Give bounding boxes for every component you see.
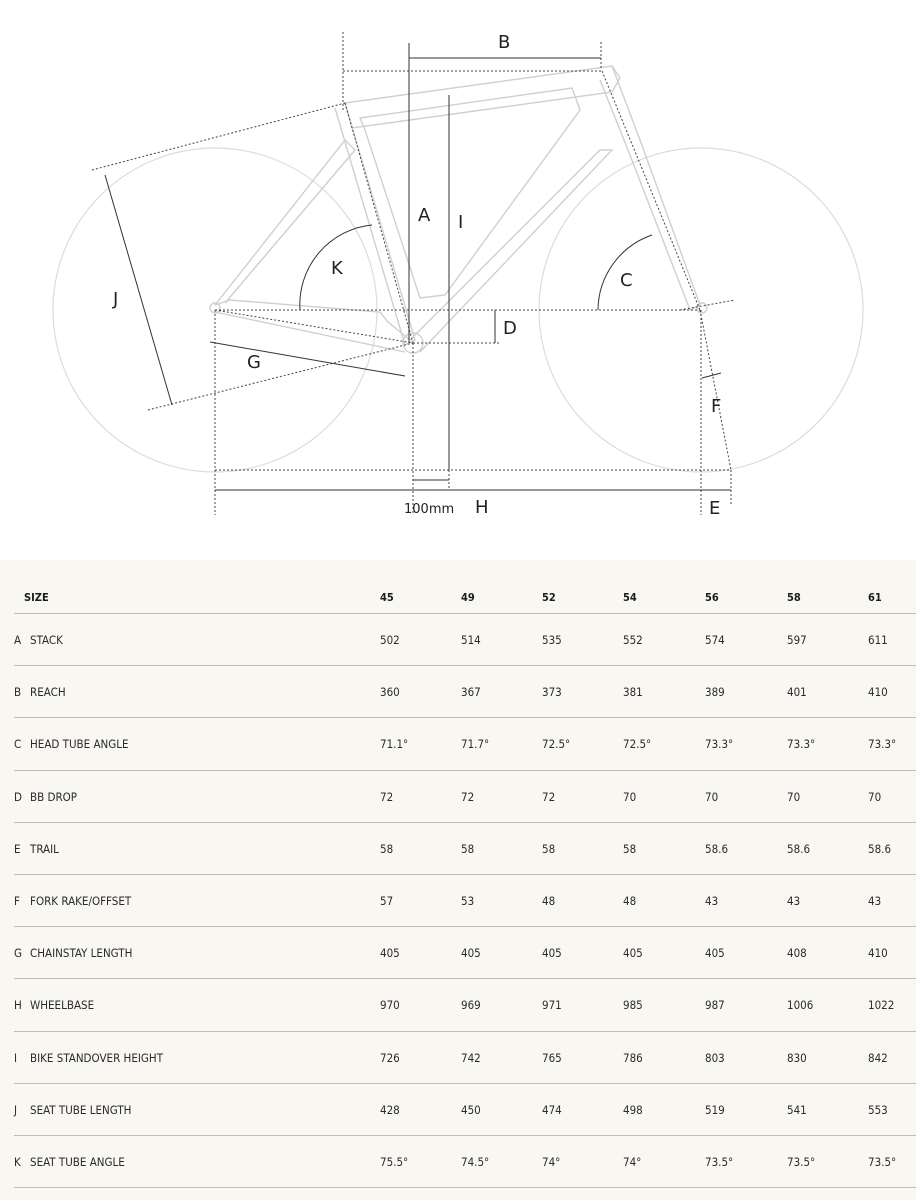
table-cell: 43 bbox=[868, 894, 882, 908]
table-cell: 726 bbox=[380, 1050, 400, 1065]
table-cell: 72 bbox=[461, 789, 475, 804]
row-label bbox=[14, 1136, 125, 1188]
table-cell: 552 bbox=[623, 633, 643, 647]
table-cell: 73.3° bbox=[868, 737, 897, 752]
label-h: H bbox=[475, 497, 489, 518]
label-d: D bbox=[503, 318, 517, 339]
table-cell: 73.5° bbox=[787, 1155, 816, 1169]
row-label-text: BB DROP bbox=[30, 789, 78, 804]
size-column-header: 61 bbox=[868, 590, 882, 604]
table-cell: 58 bbox=[380, 841, 394, 856]
table-cell: 405 bbox=[705, 946, 725, 961]
table-cell: 574 bbox=[705, 633, 725, 647]
row-letter: A bbox=[14, 633, 22, 647]
row-label bbox=[14, 771, 77, 823]
label-offset-100mm: 100mm bbox=[404, 502, 455, 517]
label-j: J bbox=[113, 289, 119, 310]
label-a: A bbox=[418, 205, 431, 226]
row-letter: D bbox=[14, 789, 22, 804]
row-label-text: SEAT TUBE LENGTH bbox=[30, 1102, 132, 1117]
table-cell: 72.5° bbox=[623, 737, 652, 752]
table-cell: 58.6 bbox=[787, 841, 811, 856]
table-cell: 71.1° bbox=[380, 737, 409, 752]
table-cell: 970 bbox=[380, 998, 400, 1013]
table-row bbox=[14, 822, 916, 875]
table-cell: 405 bbox=[623, 946, 643, 961]
table-cell: 373 bbox=[542, 685, 562, 700]
table-cell: 72 bbox=[380, 789, 394, 804]
size-column-header: 58 bbox=[787, 590, 801, 604]
table-cell: 360 bbox=[380, 685, 400, 700]
table-cell: 535 bbox=[542, 633, 562, 647]
table-cell: 71.7° bbox=[461, 737, 490, 752]
table-cell: 73.5° bbox=[868, 1155, 897, 1169]
table-cell: 74.5° bbox=[461, 1155, 490, 1169]
table-cell: 381 bbox=[623, 685, 643, 700]
row-label bbox=[14, 1032, 163, 1084]
table-row bbox=[14, 717, 916, 770]
geometry-table bbox=[0, 560, 916, 1200]
table-cell: 48 bbox=[542, 894, 556, 908]
table-cell: 43 bbox=[705, 894, 719, 908]
table-cell: 73.5° bbox=[705, 1155, 734, 1169]
table-cell: 367 bbox=[461, 685, 481, 700]
table-cell: 1006 bbox=[787, 998, 814, 1013]
table-cell: 58 bbox=[542, 841, 556, 856]
table-cell: 70 bbox=[787, 789, 801, 804]
row-letter: H bbox=[14, 998, 22, 1013]
table-bottom-border bbox=[14, 1187, 916, 1189]
row-letter: K bbox=[14, 1155, 21, 1169]
table-cell: 405 bbox=[380, 946, 400, 961]
row-label bbox=[14, 614, 63, 666]
table-header-row bbox=[14, 580, 916, 614]
table-cell: 450 bbox=[461, 1102, 481, 1117]
table-cell: 842 bbox=[868, 1050, 888, 1065]
row-label bbox=[14, 666, 66, 718]
label-c: C bbox=[620, 270, 633, 291]
dimension-lines bbox=[92, 32, 735, 515]
label-b: B bbox=[498, 32, 511, 53]
table-cell: 474 bbox=[542, 1102, 562, 1117]
table-cell: 971 bbox=[542, 998, 562, 1013]
table-cell: 803 bbox=[705, 1050, 725, 1065]
table-row bbox=[14, 770, 916, 823]
table-cell: 514 bbox=[461, 633, 481, 647]
table-row bbox=[14, 874, 916, 927]
table-cell: 410 bbox=[868, 685, 888, 700]
size-header: SIZE bbox=[24, 590, 49, 604]
row-letter: E bbox=[14, 841, 21, 856]
bike-frame-drawing bbox=[0, 0, 916, 560]
row-label bbox=[14, 927, 132, 979]
label-k: K bbox=[331, 258, 343, 279]
row-label-text: SEAT TUBE ANGLE bbox=[30, 1155, 125, 1169]
row-label-text: TRAIL bbox=[30, 841, 59, 856]
table-cell: 389 bbox=[705, 685, 725, 700]
table-cell: 48 bbox=[623, 894, 637, 908]
table-cell: 401 bbox=[787, 685, 807, 700]
table-cell: 408 bbox=[787, 946, 807, 961]
table-row bbox=[14, 1031, 916, 1084]
row-label bbox=[14, 1084, 131, 1136]
table-cell: 58 bbox=[461, 841, 475, 856]
table-cell: 502 bbox=[380, 633, 400, 647]
table-cell: 969 bbox=[461, 998, 481, 1013]
table-cell: 405 bbox=[542, 946, 562, 961]
row-label-text: CHAINSTAY LENGTH bbox=[30, 946, 133, 961]
table-cell: 70 bbox=[705, 789, 719, 804]
row-label-text: FORK RAKE/OFFSET bbox=[30, 894, 132, 908]
size-column-header: 54 bbox=[623, 590, 637, 604]
table-cell: 73.3° bbox=[787, 737, 816, 752]
row-label bbox=[14, 979, 94, 1031]
table-cell: 553 bbox=[868, 1102, 888, 1117]
row-letter: F bbox=[14, 894, 20, 908]
table-cell: 74° bbox=[623, 1155, 642, 1169]
size-column-header: 52 bbox=[542, 590, 556, 604]
table-cell: 58 bbox=[623, 841, 637, 856]
row-label bbox=[14, 823, 59, 875]
table-cell: 786 bbox=[623, 1050, 643, 1065]
row-letter: C bbox=[14, 737, 22, 752]
label-e: E bbox=[709, 498, 721, 519]
size-column-header: 56 bbox=[705, 590, 719, 604]
label-f: F bbox=[711, 396, 722, 417]
size-column-header: 45 bbox=[380, 590, 394, 604]
table-cell: 985 bbox=[623, 998, 643, 1013]
row-letter: I bbox=[14, 1050, 18, 1065]
row-letter: J bbox=[14, 1102, 18, 1117]
row-letter: B bbox=[14, 685, 22, 700]
table-row bbox=[14, 926, 916, 979]
row-label bbox=[14, 875, 131, 927]
table-cell: 73.3° bbox=[705, 737, 734, 752]
table-cell: 498 bbox=[623, 1102, 643, 1117]
row-label-text: HEAD TUBE ANGLE bbox=[30, 737, 129, 752]
table-cell: 70 bbox=[868, 789, 882, 804]
table-cell: 75.5° bbox=[380, 1155, 409, 1169]
row-letter: G bbox=[14, 946, 23, 961]
label-i: I bbox=[458, 212, 464, 233]
table-cell: 765 bbox=[542, 1050, 562, 1065]
table-cell: 74° bbox=[542, 1155, 561, 1169]
table-cell: 410 bbox=[868, 946, 888, 961]
table-cell: 72.5° bbox=[542, 737, 571, 752]
table-cell: 72 bbox=[542, 789, 556, 804]
table-row bbox=[14, 613, 916, 666]
geometry-diagram bbox=[0, 0, 916, 560]
table-cell: 541 bbox=[787, 1102, 807, 1117]
label-g: G bbox=[247, 352, 261, 373]
size-column-header: 49 bbox=[461, 590, 475, 604]
table-cell: 1022 bbox=[868, 998, 895, 1013]
table-cell: 57 bbox=[380, 894, 394, 908]
table-cell: 43 bbox=[787, 894, 801, 908]
row-label-text: STACK bbox=[30, 633, 63, 647]
table-row bbox=[14, 1135, 916, 1188]
table-cell: 70 bbox=[623, 789, 637, 804]
table-cell: 597 bbox=[787, 633, 807, 647]
table-cell: 58.6 bbox=[705, 841, 729, 856]
row-label-text: REACH bbox=[30, 685, 66, 700]
table-row bbox=[14, 665, 916, 718]
table-cell: 742 bbox=[461, 1050, 481, 1065]
table-cell: 53 bbox=[461, 894, 475, 908]
row-label-text: WHEELBASE bbox=[30, 998, 95, 1013]
table-cell: 405 bbox=[461, 946, 481, 961]
row-label-text: BIKE STANDOVER HEIGHT bbox=[30, 1050, 164, 1065]
table-cell: 58.6 bbox=[868, 841, 892, 856]
row-label bbox=[14, 718, 129, 770]
table-cell: 519 bbox=[705, 1102, 725, 1117]
table-cell: 987 bbox=[705, 998, 725, 1013]
table-row bbox=[14, 978, 916, 1031]
table-row bbox=[14, 1083, 916, 1136]
table-cell: 830 bbox=[787, 1050, 807, 1065]
table-cell: 428 bbox=[380, 1102, 400, 1117]
table-cell: 611 bbox=[868, 633, 888, 647]
